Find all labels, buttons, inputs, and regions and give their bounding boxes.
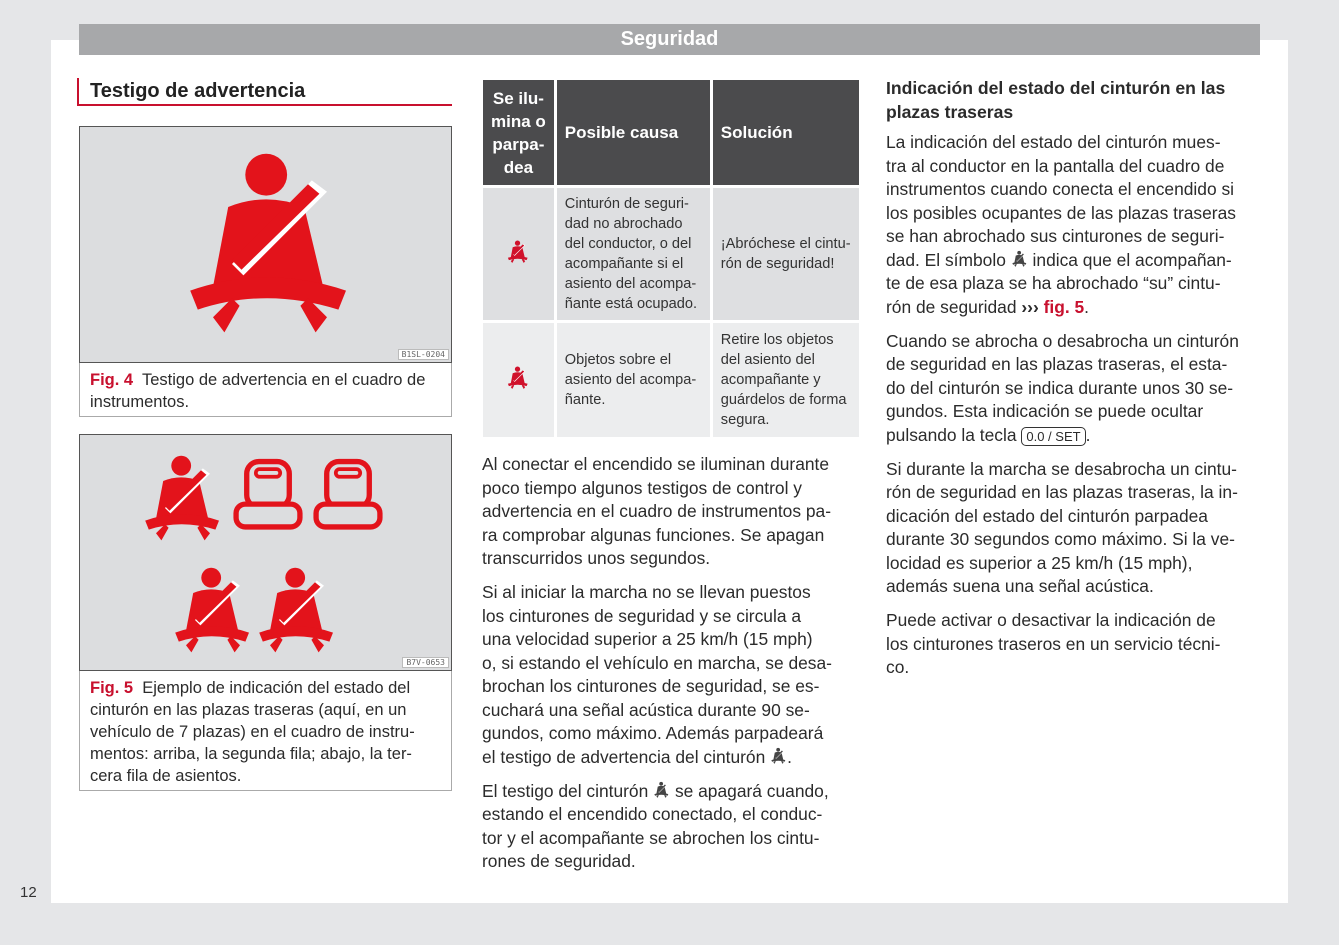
header-text: mina o [491, 111, 546, 131]
seatbelt-icon [770, 747, 787, 765]
seatbelt-icon [175, 135, 365, 355]
chapter-header: Seguridad [79, 24, 1260, 55]
text-line: transcurridos unos segundos. [482, 548, 711, 568]
text-line: o, si estando el vehículo en marcha, se desa- [482, 652, 832, 673]
text-line: ¡Abróchese el cintu- [720, 236, 851, 252]
caption-text: mentos: arriba, la segunda fila; abajo, la ter- [90, 745, 412, 763]
header-solution: Solución [713, 80, 859, 185]
figure-4-image [79, 126, 452, 363]
header-text: Se ilu- [492, 88, 544, 108]
seatbelt-warning-icon [506, 366, 530, 390]
text-line: instrumentos cuando conecta el encendido si [886, 179, 1235, 199]
text-line: el testigo de advertencia del cinturón . [482, 746, 792, 767]
paragraph [482, 453, 862, 571]
text-line: poco tiempo algunos testigos de control y [482, 477, 802, 498]
text-line: acompañante y [720, 372, 821, 388]
text-line: co. [886, 657, 910, 677]
solution-cell [713, 188, 859, 320]
solution-cell [713, 323, 859, 437]
text-line: rón de seguridad en las plazas traseras, la in- [886, 482, 1238, 502]
text-line: asiento del acompa- [564, 372, 697, 388]
middle-text [482, 453, 862, 884]
header-text: dea [503, 157, 534, 177]
key-button-label: 0.0 / SET [1021, 427, 1085, 446]
text-line: Si durante la marcha se desabrocha un cintu- [886, 458, 1237, 479]
text-line: segura. [720, 412, 770, 428]
text-line: del asiento del [720, 352, 815, 368]
text-line: se han abrochado sus cinturones de seguri- [886, 226, 1225, 246]
paragraph [886, 131, 1266, 319]
table-row [483, 188, 859, 320]
text-line: estando el encendido conectado, el conduc- [482, 804, 823, 824]
figure-code: B1SL-0204 [398, 349, 449, 360]
text-line: acompañante si el [564, 256, 684, 272]
text-line: dicación del estado del cinturón parpadea [886, 505, 1208, 526]
text-line: además suena una señal acústica. [886, 576, 1154, 596]
text-line: rón de seguridad ››› fig. 5. [886, 296, 1090, 317]
page-number: 12 [20, 884, 37, 901]
caption-text: vehículo de 7 plazas) en el cuadro de instru- [90, 723, 415, 741]
paragraph [886, 330, 1266, 448]
figure-reference-link[interactable]: fig. 5 [1043, 296, 1085, 317]
title-line: Indicación del estado del cinturón en las [886, 78, 1226, 98]
header-text: parpa- [492, 134, 545, 154]
caption-text: Testigo de advertencia en el cuadro de [141, 371, 426, 389]
seat-empty-icon [310, 443, 386, 547]
text-line: El testigo del cinturón se apagará cuando, [482, 780, 829, 801]
text-line: los cinturones de seguridad y se circula a [482, 605, 802, 626]
caption-text: cera fila de asientos. [90, 767, 242, 785]
caption-text: cinturón en las plazas traseras (aquí, en un [90, 701, 407, 719]
text-line: Cuando se abrocha o desabrocha un cinturón [886, 330, 1239, 351]
figure-label: Fig. 4 [90, 371, 134, 389]
text-line: Al conectar el encendido se iluminan durante [482, 454, 830, 474]
figure-label: Fig. 5 [90, 679, 134, 697]
header-cause: Posible causa [557, 80, 710, 185]
section-title: Testigo de advertencia [77, 78, 452, 106]
paragraph [886, 458, 1266, 599]
text-line: dad no abrochado [564, 216, 683, 232]
seatbelt-warning-icon [506, 240, 530, 264]
text-line: del conductor, o del [564, 236, 692, 252]
text-line: Cinturón de seguri- [564, 196, 689, 212]
seatbelt-icon [252, 555, 342, 667]
paragraph [482, 780, 862, 874]
reference-arrow-icon: ››› [1021, 296, 1039, 317]
seatbelt-fastened-icon [1011, 250, 1028, 268]
table-row [483, 323, 859, 437]
text-line: ñante. [564, 392, 606, 408]
text-line: Retire los objetos [720, 332, 834, 348]
header-lights [483, 80, 554, 185]
text-line: los cinturones traseros en un servicio técni- [886, 633, 1221, 654]
table-header-row [483, 80, 859, 185]
text-line: guárdelos de forma [720, 392, 847, 408]
text-line: una velocidad superior a 25 km/h (15 mph) [482, 629, 813, 649]
text-line: tra al conductor en la pantalla del cuadro de [886, 155, 1225, 176]
seat-empty-icon [230, 443, 306, 547]
figure-code: B7V-0653 [402, 657, 449, 668]
text-line: gundos. Esta indicación se puede ocultar [886, 401, 1204, 421]
text-line: Si al iniciar la marcha no se llevan puestos [482, 582, 811, 602]
text-line: te de esa plaza se ha abrochado “su” cintu- [886, 273, 1221, 293]
text-line: cuchará una señal acústica durante 90 se- [482, 699, 810, 720]
text-line: rones de seguridad. [482, 851, 636, 871]
caption-text: instrumentos. [90, 393, 190, 411]
text-line: ñante está ocupado. [564, 296, 698, 312]
text-line: ra comprobar algunas funciones. Se apagan [482, 524, 825, 545]
cause-cell [557, 188, 710, 320]
right-section-title [886, 77, 1266, 124]
caption-text: Ejemplo de indicación del estado del [142, 679, 411, 697]
text-line: pulsando la tecla 0.0 / SET . [886, 424, 1091, 445]
text-line: los posibles ocupantes de las plazas traseras [886, 202, 1236, 223]
text-line: tor y el acompañante se abrochen los cintu- [482, 827, 820, 848]
title-line: plazas traseras [886, 101, 1014, 122]
cause-cell [557, 323, 710, 437]
text-line: do del cinturón se indica durante unos 30 se- [886, 377, 1234, 398]
figure-5-image [79, 434, 452, 671]
paragraph [886, 609, 1266, 680]
seatbelt-icon [168, 555, 258, 667]
text-line: gundos, como máximo. Además parpadeará [482, 723, 824, 743]
text-line: asiento del acompa- [564, 276, 697, 292]
text-line: locidad es superior a 25 km/h (15 mph), [886, 552, 1193, 573]
seatbelt-icon [138, 443, 228, 555]
text-line: brochan los cinturones de seguridad, se es- [482, 676, 820, 696]
text-line: Puede activar o desactivar la indicación de [886, 610, 1216, 630]
text-line: La indicación del estado del cinturón mues- [886, 132, 1221, 152]
right-column [886, 77, 1266, 690]
seatbelt-icon [653, 781, 670, 799]
text-line: dad. El símbolo indica que el acompañan- [886, 249, 1232, 270]
text-line: durante 30 segundos como máximo. Si la ve- [886, 529, 1235, 549]
text-line: rón de seguridad! [720, 256, 835, 272]
text-line: Objetos sobre el [564, 352, 672, 368]
figure-4-caption [79, 363, 452, 417]
text-line: advertencia en el cuadro de instrumentos pa- [482, 501, 831, 521]
figure-5-caption [79, 671, 452, 791]
paragraph [482, 581, 862, 769]
warning-table [480, 77, 862, 440]
right-text [886, 131, 1266, 680]
text-line: de seguridad en las plazas traseras, el esta- [886, 354, 1228, 374]
